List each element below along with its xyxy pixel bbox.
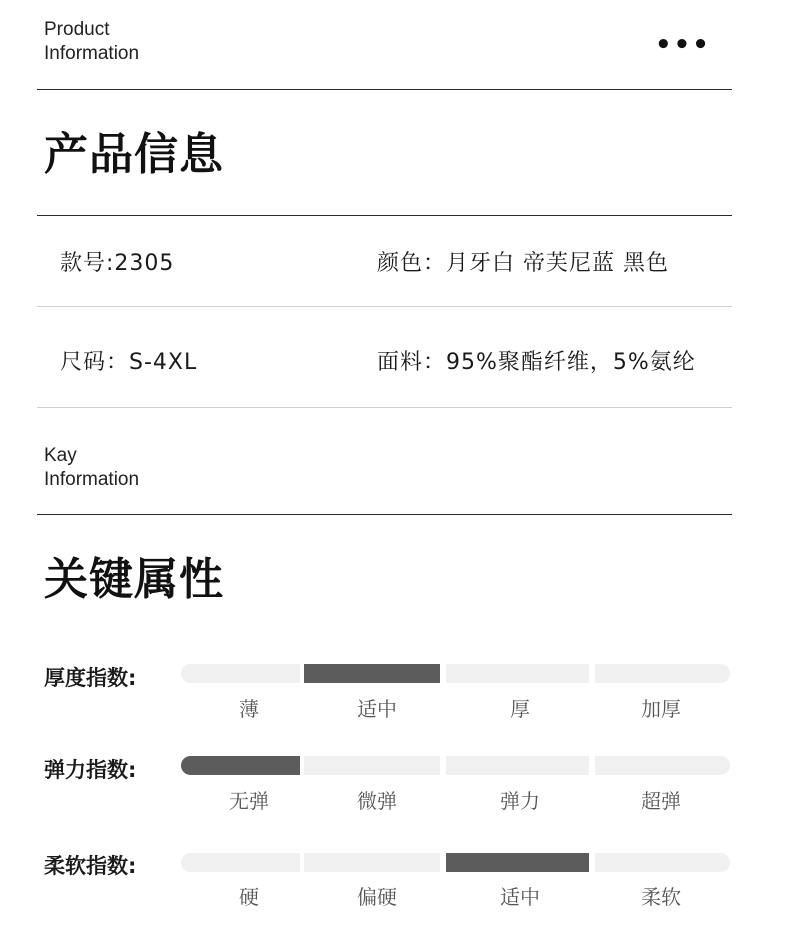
scale-segment <box>181 853 300 872</box>
scale-level-label: 无弹 <box>229 789 269 813</box>
spec-color: 颜色：月牙白 帝芙尼蓝 黑色 <box>377 251 669 276</box>
scale-segment-selected <box>446 853 589 872</box>
scale-level-label: 厚 <box>510 697 530 721</box>
spec-style-number: 款号:2305 <box>60 251 175 276</box>
scale-segment <box>595 664 730 683</box>
scale-level-label: 硬 <box>239 885 259 909</box>
product-info-label-line1: Product <box>44 19 110 40</box>
product-info-label-line2: Information <box>44 43 140 64</box>
more-horizontal-icon[interactable]: ••• <box>655 30 711 60</box>
scale-segment <box>595 853 730 872</box>
spec-size: 尺码：S-4XL <box>60 350 198 375</box>
divider <box>37 89 732 90</box>
attribute-label: 厚度指数: <box>44 666 137 690</box>
scale-level-label: 柔软 <box>641 885 681 909</box>
attribute-label: 柔软指数: <box>44 854 137 878</box>
attribute-label: 弹力指数: <box>44 758 137 782</box>
key-info-label <box>44 444 139 492</box>
divider <box>37 215 732 216</box>
product-info-label <box>44 18 139 66</box>
scale-level-label: 偏硬 <box>357 885 397 909</box>
scale-level-label: 适中 <box>357 697 397 721</box>
scale-segment <box>446 664 589 683</box>
scale-level-label: 适中 <box>500 885 540 909</box>
scale-level-label: 薄 <box>239 697 259 721</box>
scale-level-label: 弹力 <box>500 789 540 813</box>
scale-segment <box>446 756 589 775</box>
key-info-label-line2: Information <box>44 469 140 490</box>
scale-segment-selected <box>304 664 440 683</box>
divider <box>37 407 732 408</box>
scale-level-label: 微弹 <box>357 789 397 813</box>
scale-segment <box>181 664 300 683</box>
spec-fabric: 面料：95%聚酯纤维，5%氨纶 <box>377 350 696 375</box>
scale-segment-selected <box>181 756 300 775</box>
key-info-label-line1: Kay <box>44 445 77 466</box>
scale-segment <box>304 853 440 872</box>
product-title: 产品信息 <box>44 129 224 180</box>
scale-level-label: 超弹 <box>641 789 681 813</box>
scale-segment <box>595 756 730 775</box>
divider <box>37 514 732 515</box>
key-attributes-title: 关键属性 <box>44 554 224 605</box>
divider <box>37 306 732 307</box>
scale-segment <box>304 756 440 775</box>
scale-level-label: 加厚 <box>641 697 681 721</box>
